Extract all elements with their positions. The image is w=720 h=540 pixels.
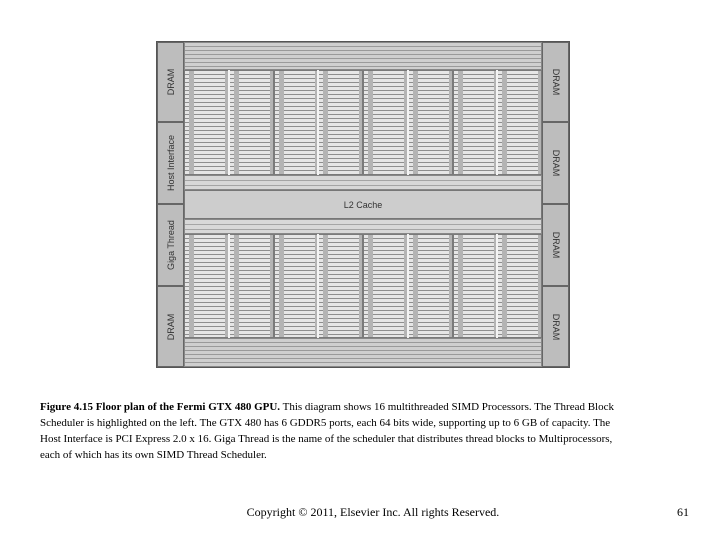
- dram-label: DRAM: [550, 231, 561, 259]
- page-number: 61: [677, 505, 689, 519]
- simd-processor: [497, 70, 542, 175]
- dram-block: [157, 42, 184, 122]
- simd-processor: [318, 234, 363, 338]
- simd-processor: [363, 234, 408, 338]
- top-interconnect-band: [184, 42, 542, 70]
- dram-label: DRAM: [550, 313, 561, 340]
- processor-pair-divider: [407, 234, 409, 338]
- copyright-notice: Copyright © 2011, Elsevier Inc. All rights Reserved.: [246, 505, 500, 519]
- dram-label: DRAM: [550, 68, 561, 96]
- simd-processor: [229, 70, 274, 175]
- simd-processor: [497, 234, 542, 338]
- dram-label: DRAM: [550, 149, 561, 177]
- simd-processor: [453, 70, 498, 175]
- processor-pair-divider: [496, 70, 498, 175]
- dram-block: [542, 286, 569, 367]
- simd-processor: [453, 234, 498, 338]
- dram-block: [542, 122, 569, 204]
- simd-processor: [184, 70, 229, 175]
- caption-body: This diagram shows 16 multithreaded SIMD Processors. The Thread Block Scheduler is highlighted on the left. The GTX 480 has 6 GDDR5 ports, each 64 bits wide, supporting up to 6 GB of capacity. The Host Interface is PCI Express 2.0 x 16. Giga Thread is the name of the scheduler that distributes thread blocks to Multiprocessors, each of which has its own SIMD Thread Scheduler.: [40, 401, 614, 461]
- simd-processor: [408, 70, 453, 175]
- processor-pair-divider: [317, 70, 319, 175]
- host-interface-block: [157, 122, 184, 204]
- dram-block: [157, 286, 184, 367]
- processor-pair-divider: [228, 70, 230, 175]
- processor-pair-divider: [407, 70, 409, 175]
- dram-label: DRAM: [165, 68, 176, 96]
- giga-thread-block: [157, 204, 184, 286]
- dram-label: DRAM: [165, 313, 176, 340]
- caption-title: Figure 4.15 Floor plan of the Fermi GTX 480 GPU.: [40, 401, 281, 413]
- processor-pair-divider: [317, 234, 319, 338]
- processor-pair-divider: [496, 234, 498, 338]
- lower-crossbar-band: [184, 219, 542, 234]
- giga-thread-label: Giga Thread: [165, 220, 176, 270]
- simd-processor: [318, 70, 363, 175]
- host-interface-label: Host Interface: [165, 134, 176, 192]
- bottom-interconnect-band: [184, 338, 542, 367]
- processor-pair-divider: [228, 234, 230, 338]
- simd-processor: [408, 234, 453, 338]
- simd-processor: [184, 234, 229, 338]
- dram-block: [542, 42, 569, 122]
- simd-processor: [274, 70, 319, 175]
- figure-caption: [40, 399, 630, 463]
- l2-cache-block: [184, 190, 542, 219]
- dram-block: [542, 204, 569, 286]
- simd-processor: [274, 234, 319, 338]
- simd-processor: [363, 70, 408, 175]
- l2-cache-label: L2 Cache: [343, 199, 383, 210]
- upper-crossbar-band: [184, 175, 542, 190]
- simd-processor: [229, 234, 274, 338]
